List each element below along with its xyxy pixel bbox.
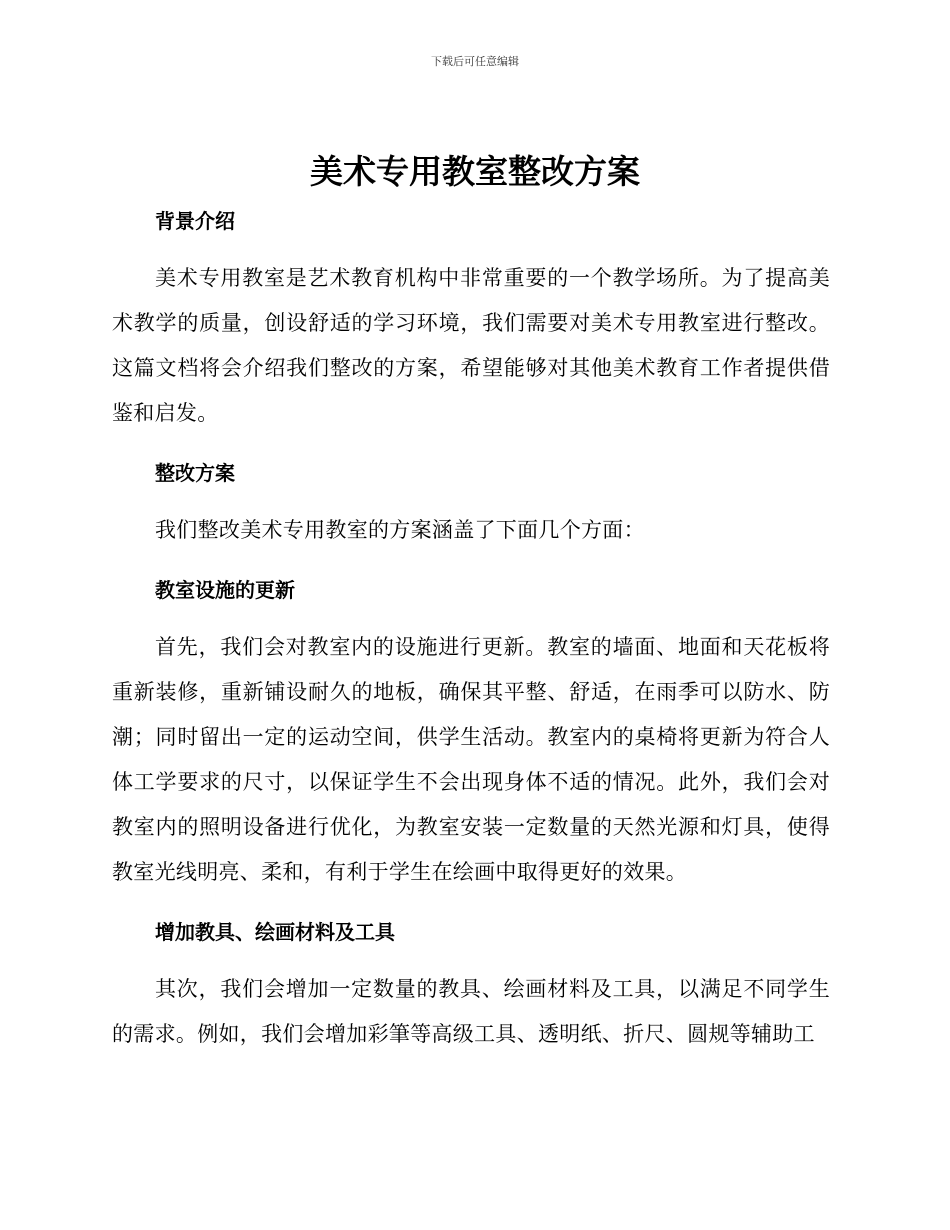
paragraph-facilities: 首先，我们会对教室内的设施进行更新。教室的墙面、地面和天花板将重新装修，重新铺设耐久的地板，确保其平整、舒适，在雨季可以防水、防潮；同时留出一定的运动空间，供学生活动。教室内的桌椅将更新为符合人体工学要求的尺寸，以保证学生不会出现身体不适的情况。此外，我们会对教室内的照明设备进行优化，为教室安装一定数量的天然光源和灯具，使得教室光线明亮、柔和，有利于学生在绘画中取得更好的效果。 [112, 635, 830, 884]
paragraph-materials: 其次，我们会增加一定数量的教具、绘画材料及工具，以满足不同学生的需求。例如，我们会增加彩筆等高级工具、透明纸、折尺、圆规等辅助工 [112, 977, 830, 1046]
section-heading-facilities: 教室设施的更新 [155, 578, 295, 602]
section-heading-plan: 整改方案 [155, 461, 235, 485]
section-heading-materials: 增加教具、绘画材料及工具 [155, 920, 395, 944]
paragraph-plan: 我们整改美术专用教室的方案涵盖了下面几个方面： [155, 518, 645, 542]
header-note: 下载后可任意编辑 [431, 55, 519, 68]
section-heading-background: 背景介绍 [155, 209, 235, 233]
paragraph-background: 美术专用教室是艺术教育机构中非常重要的一个教学场所。为了提高美术教学的质量，创设舒适的学习环境，我们需要对美术专用教室进行整改。这篇文档将会介绍我们整改的方案，希望能够对其他美术教育工作者提供借鉴和启发。 [112, 266, 830, 425]
document-body [112, 198, 830, 1057]
document-title: 美术专用教室整改方案 [310, 152, 640, 191]
